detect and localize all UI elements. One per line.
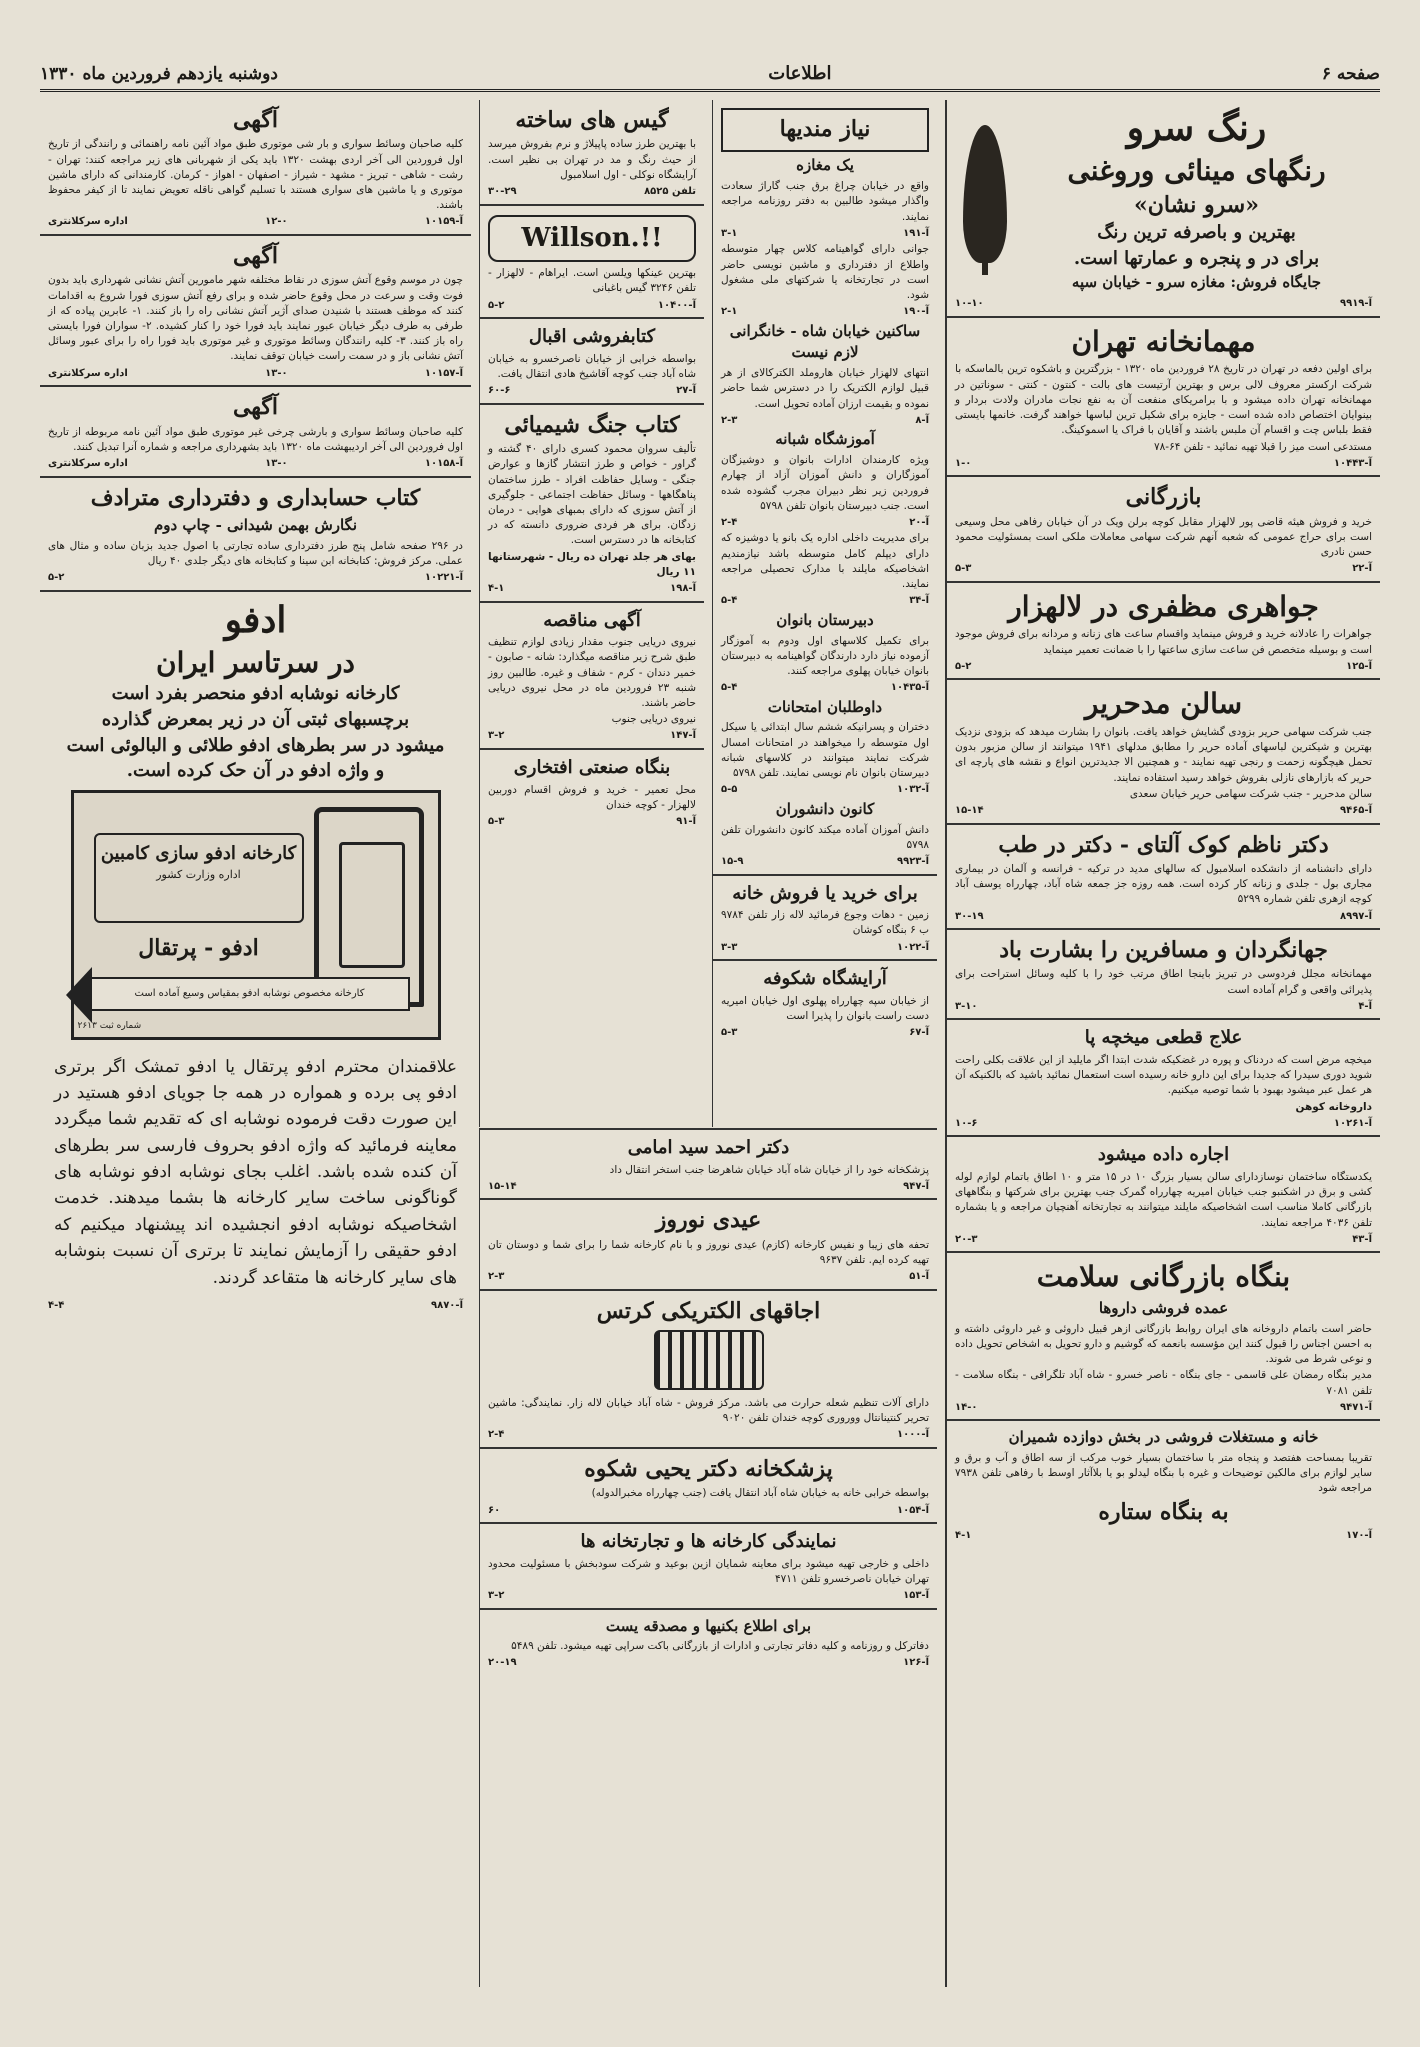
ad-body: داخلی و خارجی تهیه میشود برای معاینه شمایان ازین بوعید و شرکت سودبخش با مسئولیت محدود تهران خیابان ناصرخسرو تلفن ۴۷۱۱	[488, 1557, 929, 1585]
registration-number: شماره ثبت ۲۶۱۳	[77, 1020, 142, 1031]
classified-item: کانون دانشوران دانش آموزان آماده میکند کانون دانشوران تلفن ۵۷۹۸ آ-۹۹۲۳ ۱۵-۹	[721, 799, 929, 868]
ad-body: یکدستگاه ساختمان نوسازدارای سالن بسیار بزرگ ۱۰ در ۱۵ متر و ۱۰ اطاق باتمام لوازم لوله کشی و برق در اشکنبو جنب خیابان امیریه چهارراه گمرک جنب بهترین برای شرکتها و بنگاههای بازرگانی کاملا مناسب است اشخاصیکه مایلند میتوانند به تجارتخانه آهنچیان مراجعه و یا بشماره تلفن ۴۰۳۶ مراجعه نمایند.	[955, 1170, 1372, 1229]
ad-mozaffari-jewelry	[947, 583, 1380, 681]
ad-body: تحفه های زیبا و نفیس کارخانه (کازم) عیدی نوروز و با نام کارخانه شما را برای شما و دوستان تان تهیه کرده ایم. تلفن ۹۶۳۷	[488, 1238, 929, 1266]
ad-line: بهترین و باصرفه ترین رنگ	[1097, 222, 1296, 244]
ad-title: بازرگانی	[1125, 484, 1202, 511]
ad-body: دارای دانشنامه از دانشکده اسلامبول که سالهای مدید در ترکیه - فرانسه و آلمان در بیماری مجاری بول - جلدی و زنانه کار کرده است. همه روزه جز جمعه شاه آباد، چهارراه یوسف آباد کوچه ازهری تلفن شماره ۵۲۹۹	[955, 862, 1372, 906]
ad-title: آرایشگاه شکوفه	[763, 968, 887, 990]
ad-code: ۵-۳	[955, 563, 972, 575]
classifieds-title: نیاز مندیها	[779, 116, 871, 142]
ad-title: بنگاه صنعتی افتخاری	[513, 756, 671, 778]
ad-body: چون در موسم وقوع آتش سوزی در نقاط مختلفه شهر مامورین آتش نشانی شهرداری باید بدون فوت وقت و سرعت در محل وقوع حاضر شده و برای رفع آتش سوزی فورا شروع به اقدامات کنند که موظف هستند با شنیدن صدای آژیر آتش نشانی راه را باز کنند. ۱- عابرین پیاده که از طرفی به طرف دیگر خیابان عبور نمایند باید فورا خود را کنار کشیده. ۲- سواران فورا بایستی راه باز کنند. ۳- کلیه رانندگان وسائط موتوری و غیر موتوری باید فورا راه را برای عبور وسائل آتش نشانی باز و در سمت راست خیابان توقف نمایند.	[48, 274, 464, 363]
ad-footer: سالن مدحریر - جنب شرکت سهامی حریر خیابان سعدی	[1129, 787, 1372, 800]
ad-subtitle: نگارش بهمن شیدانی - چاپ دوم	[153, 515, 358, 534]
ad-ref: آ-۱۲۵	[1346, 660, 1372, 672]
ad-body: زمین - دهات وجوع فرمائید لاله زار تلفن ۹۷۸۴ ب ۶ بنگاه کوشان	[721, 909, 929, 937]
ad-mod-harir-salon	[947, 680, 1380, 824]
ad-notice-carts: آگهی کلیه صاحبان وسائط سواری و بارشی چرخی غیر موتوری طبق مواد آئین نامه مربوطه از تاریخ اول فروردین الی آخر اردیبهشت ماه ۱۳۲۰ باید بشهرداری مراجعه و شماره آنرا تبدیل کنند. آ-۱۰۱۵۸ ۱۳-۰ اداره سرکلانتری	[40, 387, 471, 477]
ad-title: ادفو	[224, 598, 287, 641]
ad-title: کتاب حسابداری و دفترداری مترادف	[90, 484, 421, 511]
ad-code: ۴-۱	[955, 1530, 972, 1542]
ad-ref: آ-۱۰۴۴۳	[1333, 457, 1372, 469]
ad-title: آگهی	[232, 107, 279, 133]
ad-wigs: گیس های ساخته با بهترین طرز ساده پاپیلاژ و نرم بفروش میرسد از حیث رنگ و مد در تهران بی نظیر است. آرایشگاه نوکلی - اول اسلامبول تلفن ۸۵۲۵ ۳۰-۲۹	[480, 100, 704, 206]
ad-subtitle: در سرتاسر ایران	[156, 645, 355, 679]
ad-accounting-book: کتاب حسابداری و دفترداری مترادف نگارش بهمن شیدانی - چاپ دوم در ۲۹۶ صفحه شامل پنج طرز دفترداری ساده تجارتی با اصول جدید بزبان ساده و مثال های عملی. مرکز فروش: کتابخانه ابن سینا و کتابخانه های دیگر جلدی ۴۰ ریال آ-۱۰۲۲۱ ۵-۲	[40, 478, 471, 592]
ad-body: کلیه صاحبان وسائط سواری و بارشی چرخی غیر موتوری طبق مواد آئین نامه مربوطه از تاریخ اول فروردین الی آخر اردیبهشت ماه ۱۳۲۰ باید بشهرداری مراجعه و شماره آنرا تبدیل کنند.	[48, 425, 463, 453]
ad-code: ۱۴-۰	[955, 1401, 978, 1413]
ad-body: تألیف سروان محمود کسری دارای ۴۰ گشته و گراور - خواص و طرز انتشار گازها و عوارض جنگی - وسایل حفاظت افراد - طرز ساختمان پناهگاهها - وسائل حفاظت اجتماعی - جلوگیری از آتش سوزی که دارای بمبهای هوایی - درمان زدگان. برای هر فردی ضروری دانسته که در کتابخانه ها در دسترس است.	[488, 443, 696, 547]
ad-subtitle: عمده فروشی داروها	[1098, 1298, 1229, 1317]
ad-for-rent	[947, 1137, 1380, 1253]
ad-tender: آگهی مناقصه نیروی دریایی جنوب مقدار زیادی لوازم تنظیف طبق شرح زیر مناقصه میگذارد: شانه - صابون - خمیر دندان - کرم - شفاف و غیره. طالبین روز شنبه ۲۳ فروردین ماه در محل نیروی دریایی حاضر باشند. نیروی دریایی جنوب آ-۱۴۷ ۳-۲	[480, 603, 704, 750]
ad-line: کارخانه نوشابه ادفو منحصر بفرد است	[111, 683, 400, 705]
ad-code: ۱۰-۱۰	[955, 298, 984, 310]
ad-title: آگهی	[232, 242, 279, 269]
ad-body: مهمانخانه مجلل فردوسی در تبریز باینجا اطاق مرتب خود را با کلیه وسائل استراحت برای پذیرائی واقعی و گرام آماده است	[955, 968, 1372, 996]
ad-agencies: نمایندگی کارخانه ها و تجارتخانه ها داخلی و خارجی تهیه میشود برای معاینه شمایان ازین بوعید و شرکت سودبخش با مسئولیت محدود تهران خیابان ناصرخسرو تلفن ۴۷۱۱ آ-۱۵۳ ۳-۲	[480, 1524, 937, 1610]
ad-code: ۳-۱۰	[955, 1000, 978, 1012]
ad-ref: آ-۱۷۰	[1346, 1530, 1372, 1542]
ad-notice-vehicles: آگهی کلیه صاحبان وسائط سواری و بار شی موتوری طبق مواد آئین نامه راهنمائی و رانندگی از تاریخ اول فروردین الی آخر اردی بهشت ۱۳۲۰ باید یکی از شهربانی های زیر مراجعه کنند: تهران - رشت - شاهی - تبریز - مشهد - شیراز - اصفهان - اهواز - کرمان. کارمندانی که دارای ماشین موتوری و یا ماشین های سواری هستند با تسلیم گواهی ناقله تعویض نمایند تا از کیفر محفوظ باشند. آ-۱۰۱۵۹ ۱۲-۰ اداره سرکلانتری	[40, 100, 471, 236]
stove-illustration	[654, 1330, 764, 1390]
ad-ledgers: برای اطلاع بکنیها و مصدقه یست دفاترکل و روزنامه و کلیه دفاتر تجارتی و ادارات از بازرگانی باکت سراپی تهیه میشود. تلفن ۵۴۸۹ آ-۱۲۶ ۲۰-۱۹	[488, 1616, 929, 1668]
ad-salamat-trading	[947, 1253, 1380, 1421]
ad-body: با بهترین طرز ساده پاپیلاژ و نرم بفروش میرسد از حیث رنگ و مد در تهران بی نظیر است. آرایشگاه نوکلی - اول اسلامبول	[488, 138, 696, 181]
ad-body: تقریبا بمساحت هفتصد و پنجاه متر با ساختمان بسیار خوب مرکب از سه اطاق و آب و برق و سایر لوازم برای مالکین توضیحات و غیره با بنگاه لیدلو بو یا بلاآثار اوسط با رفاهی تلفن ۷۹۳۸ مراجعه شود	[955, 1452, 1372, 1495]
ad-footer: داروخانه کوهن	[1295, 1100, 1372, 1113]
ad-line: میشود در سر بطرهای ادفو طلائی و البالوئی است	[66, 734, 445, 756]
ad-title: برای خرید یا فروش خانه	[732, 882, 918, 904]
ad-body: خرید و فروش هیئه قاضی پور لالهزار مقابل کوچه برلن ویک در آن خیابان رفاهی محل وسیعی است برای حراج عمومی که شعبه آنهم شرکت سهامی معاملات ملکی است بمسئولیت محمود حسن نادری	[955, 515, 1372, 559]
ad-title: پزشکخانه دکتر یحیی شکوه	[584, 1455, 833, 1482]
ad-title: خانه و مستغلات فروشی در بخش دوازده شمیران	[1008, 1428, 1319, 1447]
column-4	[40, 100, 471, 1987]
ad-body: محل تعمیر - خرید و فروش اقسام دوربین لالهزار - کوچه خندان	[488, 783, 696, 811]
ad-shokoufeh-salon: آرایشگاه شکوفه از خیابان سپه چهارراه پهلوی اول خیابان امیریه دست راست بانوان را پذیرا است آ-۶۷ ۵-۳	[721, 968, 929, 1039]
ad-footer: بهای هر جلد تهران ده ریال - شهرستانها ۱۱ ریال	[488, 550, 696, 578]
edfo-factory-illustration	[71, 790, 441, 1040]
classifieds	[713, 100, 937, 876]
ad-title: رنگ سرو	[1126, 107, 1267, 149]
ad-body: حاضر است باتمام داروخانه های ایران روابط بازرگانی ازهر قبیل داروئی و غیر داروئی داشته و به احسن اجناس را قبول کنند این مؤسسه بانعمه که گوشیم و دارو تحویل به اشخاص تحویل داده و نوعی شرط می شوند.	[955, 1322, 1372, 1366]
classified-item: دبیرستان بانوان برای تکمیل کلاسهای اول ودوم به آموزگار آزموده نیاز دارد دارندگان گواهینامه به دبیرستان بانوان خیابان پهلوی مراجعه کنند. آ-۱۰۴۳۵ ۵-۴	[721, 610, 929, 694]
ad-line: و واژه ادفو در آن حک کرده است.	[126, 760, 385, 782]
ad-ref: آ-۲۲	[1352, 563, 1372, 575]
ad-code: ۲۰-۳	[955, 1233, 978, 1245]
classified-item: داوطلبان امتحانات دختران و پسرانیکه ششم سال ابتدائی یا سیکل اول متوسطه را میخواهند در امتحانات امسال شرکت نمایند میتوانند در کلاسهای شبانه دبیرستان بانوان نام نویسی نمایند. تلفن ۵۷۹۸ آ-۱۰۳۲ ۵-۵	[721, 697, 929, 796]
ad-title: علاج قطعی میخچه پا	[1084, 1027, 1243, 1049]
ad-subtitle: رنگهای مینائی وروغنی	[1067, 154, 1326, 188]
ad-title: جواهری مظفری در لالهزار	[1008, 589, 1319, 623]
classified-item: برای مدیریت داخلی اداره یک بانو یا دوشیزه که دارای دیپلم کامل متوسطه باشد نیازمندیم اشخاصیکه مایلند با مدارک تحصیلی مراجعه نمایند. آ-۳۴ ۵-۴	[721, 532, 929, 607]
column-2	[712, 100, 937, 1127]
ad-body: میخچه مرض است که دردناک و پوره در غضکیکه شدت ابتدا اگر مایلید از این علاقت بکلی راحت شوید دوری سیدرا که جدیدا برای این دارو خانه رسیده است استعمال نمائید باشید که بالکنیکه آن هر عمل عبر میشود بهبود با شما توصیه میکنیم.	[955, 1054, 1372, 1097]
ad-body: از خیابان سپه چهارراه پهلوی اول خیابان امیریه دست راست بانوان را پذیرا است	[721, 994, 929, 1022]
ad-body: جواهرات را عادلانه خرید و فروش مینماید واقسام ساعت های زنانه و مردانه برای فروش موجود است و بوسیله متخصص فن ساعت سازی ساعتها را با ضمانت تعمیر مینماید	[955, 628, 1372, 656]
ad-ref: آ-۸۹۹۷	[1340, 910, 1372, 922]
column-3	[479, 100, 704, 1127]
ad-title: دکتر ناظم کوک آلتای - دکتر در طب	[998, 831, 1329, 858]
ad-code: ۳۰-۱۹	[955, 910, 984, 922]
ad-title: آگهی مناقصه	[543, 609, 641, 631]
classified-item: یک مغازه واقع در خیابان چراغ برق جنب گاراژ سعادت واگذار میشود طالبین به دفتر روزنامه مراجعه نمایند. آ-۱۹۱ ۳-۱	[721, 156, 929, 239]
classified-item: آموزشگاه شبانه ویژه کارمندان ادارات بانوان و دوشیزگان آموزگاران و دانش آموزان آزاد از چهارم فروردین زیر نظر دبیران مجرب گشوده شده است. جنب دبیرستان بانوان تلفن ۵۷۹۸ آ-۲۰ ۲-۴	[721, 430, 929, 528]
ad-code: ۵-۲	[955, 660, 972, 672]
ad-body: بواسطه خرابی خانه به خیابان شاه آباد انتقال یافت (جنب چهارراه مخبرالدوله)	[591, 1487, 929, 1500]
ad-title: جهانگردان و مسافرین را بشارت باد	[999, 937, 1328, 964]
ad-title: اجاره داده میشود	[1097, 1144, 1230, 1166]
willson-brand: Willson.!!	[521, 222, 663, 253]
classified-item: ساکنین خیابان شاه - خانگرانی لازم نیست انتهای لالهزار خیابان هاروملد الکترکالای از هر قبیل لوازم الکتریک را در دسترس شما حاضر نموده و بقیمت ارزان آماده تحویل است. آ-۸ ۲-۳	[721, 321, 929, 426]
ad-title: کتاب جنگ شیمیائی	[504, 411, 680, 438]
ad-edfo-drink: ادفو در سرتاسر ایران کارخانه نوشابه ادفو منحصر بفرد است برچسبهای ثبتی آن در زیر بمعرض گذارده میشود در سر بطرهای ادفو طلائی و البالوئی است و واژه ادفو در آن حک کرده است. کارخانه ادفو سازی کامبین اداره وزارت کشور ادفو - پرتقال کارخانه مخصوص نوشابه ادفو بمقیاس وسیع آماده است شماره ثبت ۲۶۱۳ علاقمندان محترم ادفو پرتقال یا ادفو تمشک اگر برتری ادفو پی برده و همواره در همه جا جویای ادفو هستید در این صورت دقت فرموده نوشابه ای که تقدیم شما میگردد معاینه فرمائید که واژه ادفو بحروف فارسی سر بطرهای آن کنده شده باشد. اغلب بجای نوشابه ادفو نوشابه های گوناگونی ساخت سایر کارخانه ها بشما میدهند. خدمت اشخاصیکه نوشابه ادفو انجشیده اند پیشنهاد میکنیم که ادفو حقیقی را آزمایش نمایند تا برتری آن نسبت بنوشابه های سایر کارخانه ها متقاعد گردند. آ-۹۸۷۰ ۴-۴	[48, 598, 463, 1311]
ad-dr-shokouh: پزشکخانه دکتر یحیی شکوه بواسطه خرابی خانه به خیابان شاه آباد انتقال یافت (جنب چهارراه مخبرالدوله) آ-۱۰۵۴ ۶۰	[480, 1449, 937, 1524]
ad-line: برچسبهای ثبتی آن در زیر بمعرض گذارده	[101, 708, 410, 730]
ad-subtitle: به بنگاه ستاره	[1098, 1498, 1229, 1525]
ad-title: آگهی	[232, 394, 279, 421]
ad-body: کلیه صاحبان وسائط سواری و بار شی موتوری طبق مواد آئین نامه راهنمائی و رانندگی از تاریخ اول فروردین الی آخر اردی بهشت ۱۳۲۰ باید یکی از شهربانی های زیر مراجعه کنند: تهران - رشت - شاهی - تبریز - مشهد - شیراز - اصفهان - اهواز - کرمان. کارمندانی که دارای ماشین موتوری و یا ماشین های سواری هستند با تسلیم گواهی ناقله تعویض نمایند تا از کیفر محفوظ باشند.	[48, 138, 463, 212]
ad-title: عیدی نوروز	[655, 1207, 762, 1234]
newspaper-name: اطلاعات	[768, 63, 832, 84]
issue-date: دوشنبه یازدهم فروردین ماه ۱۳۳۰	[40, 63, 278, 84]
ad-code: ۱۵-۱۴	[955, 805, 984, 817]
ad-electric-stoves: اجاقهای الکتریکی کرتس دارای آلات تنظیم شعله حرارت می باشد. مرکز فروش - شاه آباد خیابان لاله زار. نمایندگی: ماشین تحریر کنتینانتال ووروری کوچه خندان تلفن ۹۰۲۰ آ-۱۰۰۰ ۲-۴	[480, 1291, 937, 1449]
column-1	[945, 100, 1380, 1987]
ad-body: دفاترکل و روزنامه و کلیه دفاتر تجارتی و ادارات از بازرگانی باکت سراپی تهیه میشود. تلفن ۵۴۸۹	[511, 1639, 929, 1652]
page-number: صفحه ۶	[1321, 63, 1380, 84]
ad-ref: آ-۹۹۱۹	[1340, 298, 1372, 310]
ad-body: بواسطه خرابی از خیابان ناصرخسرو به خیابان شاه آباد جنب کوچه آقاشیخ هادی انتقال یافت.	[488, 352, 696, 380]
edfo-body-text: علاقمندان محترم ادفو پرتقال یا ادفو تمشک اگر برتری ادفو پی برده و همواره در همه جا جویای ادفو هستید در این صورت دقت فرموده نوشابه ای که تقدیم شما میگردد معاینه فرمائید که واژه ادفو بحروف فارسی سر بطرهای آن کنده شده باشد. اغلب بجای نوشابه ادفو نوشابه های گوناگونی ساخت سایر کارخانه ها بشما میدهند. خدمت اشخاصیکه نوشابه ادفو انجشیده اند پیشنهاد میکنیم که ادفو حقیقی را آزمایش نمایند تا برتری آن نسبت بنوشابه های سایر کارخانه ها متقاعد گردند.	[54, 1056, 457, 1288]
ad-brand: «سرو نشان»	[1134, 191, 1259, 218]
ad-body: بهترین عینکها ویلسن است. ایراهام - لالهزار - تلفن ۳۲۴۶ گیس باغبانی	[488, 267, 696, 295]
page-header	[40, 58, 1380, 92]
ad-footer: نیروی دریایی جنوب	[611, 713, 696, 726]
ad-title: مهمانخانه تهران	[1071, 324, 1256, 358]
ad-house-sale	[947, 1421, 1380, 1547]
classified-item: جوانی دارای گواهینامه کلاس چهار متوسطه واطلاع از دفترداری و ماشین نویسی حاضر است در تجارتخانه یا شرکتهای ملی مشغول شود. آ-۱۹۰ ۲-۱	[721, 243, 929, 318]
ad-body: نیروی دریایی جنوب مقدار زیادی لوازم تنظیف طبق شرح زیر مناقصه میگذارد: شانه - صابون - خمیر دندان - کرم - شفاف و غیره. طالبین روز شنبه ۲۳ فروردین ماه در محل نیروی دریایی حاضر باشند.	[488, 636, 696, 710]
ad-title: بنگاه بازرگانی سلامت	[1036, 1260, 1291, 1294]
ad-title: سالن مدحریر	[1084, 687, 1243, 721]
ad-ferdowsi-hotel	[947, 930, 1380, 1020]
ad-footer: مدیر بنگاه رمضان علی قاسمی - جای بنگاه - ناصر خسرو - شاه آباد تلگرافی - بنگاه سلامت - تلفن ۷۰۸۱	[955, 1369, 1372, 1397]
ad-title: اجاقهای الکتریکی کرتس	[596, 1297, 821, 1324]
ad-ref: آ-۴۳	[1352, 1233, 1372, 1245]
factory-banner: کارخانه ادفو سازی کامبین اداره وزارت کشور	[94, 833, 304, 923]
ad-chemical-war-book: کتاب جنگ شیمیائی تألیف سروان محمود کسری دارای ۴۰ گشته و گراور - خواص و طرز انتشار گازها و عوارض جنگی - وسایل حفاظت افراد - طرز ساختمان پناهگاهها - وسائل حفاظت اجتماعی - جلوگیری از آتش سوزی که دارای بمبهای هوایی - درمان زدگان. برای هر فردی ضروری دانسته که در کتابخانه ها در دسترس است. بهای هر جلد تهران ده ریال - شهرستانها ۱۱ ریال آ-۱۹۸ ۴-۱	[480, 405, 704, 603]
ad-corn-cure	[947, 1020, 1380, 1137]
ad-title: نمایندگی کارخانه ها و تجارتخانه ها	[580, 1531, 837, 1553]
cypress-tree-illustration	[955, 125, 1015, 275]
ad-title: دکتر احمد سید امامی	[627, 1137, 790, 1158]
ad-ref: آ-۱۰۲۶۱	[1333, 1117, 1372, 1129]
ad-body: پزشکخانه خود را از خیابان شاه آباد خیابان شاهرضا جنب استخر انتقال داد	[609, 1163, 929, 1176]
column-2-3-wide	[479, 1128, 937, 1987]
ad-title: کتابفروشی اقبال	[528, 326, 656, 348]
product-name: ادفو - پرتقال	[138, 934, 259, 961]
ad-line: جایگاه فروش: مغازه سرو - خیابان سپه	[1071, 273, 1322, 292]
ad-eftekhari-workshop: بنگاه صنعتی افتخاری محل تعمیر - خرید و فروش اقسام دوربین لالهزار - کوچه خندان آ-۹۱ ۵-۳	[488, 756, 696, 827]
ad-tehran-hotel	[947, 318, 1380, 477]
arrow-caption: کارخانه مخصوص نوشابه ادفو بمقیاس وسیع آماده است	[90, 977, 410, 1011]
ad-body: در ۲۹۶ صفحه شامل پنج طرز دفترداری ساده تجارتی با اصول جدید بزبان ساده و مثال های عملی. مرکز فروش: کتابخانه ابن سینا و کتابخانه های دیگر جلدی ۴۰ ریال	[48, 539, 463, 567]
ad-footer: مستدعی است میز را قبلا تهیه نمائید - تلفن ۶۴-۷۸	[1154, 440, 1372, 453]
ad-body: جنب شرکت سهامی حریر بزودی گشایش خواهد یافت. بانوان را بشارت میدهد که بزودی نزدیک بهترین و شیکترین لباسهای آماده حریر را مطابق مدلهای ۱۹۴۱ میتوانند از سالن مزبور بدون تحمل هیچگونه زحمت و رنجی تهیه نمایند - و همچنین الا جدیدترین انواع و نقشه های پارچه ای حریر که بازارهای نازلی بفروش خواهد رسید استفاده نمایند.	[955, 725, 1372, 784]
ad-title: گیس های ساخته	[515, 107, 669, 133]
ad-code: ۱-۰	[955, 457, 972, 469]
ad-dr-emami: دکتر احمد سید امامی پزشکخانه خود را از خیابان شاه آباد خیابان شاهرضا جنب استخر انتقال داد آ-۹۴۷ ۱۵-۱۴	[480, 1130, 937, 1200]
ad-ref: آ-۹۴۷۱	[1340, 1401, 1372, 1413]
ad-nowruz-gift: عیدی نوروز تحفه های زیبا و نفیس کارخانه (کازم) عیدی نوروز و با نام کارخانه شما را برای شما و دوستان تان تهیه کرده ایم. تلفن ۹۶۳۷ آ-۵۱ ۲-۳	[480, 1200, 937, 1290]
ad-notice-fire: آگهی چون در موسم وقوع آتش سوزی در نقاط مختلفه شهر مامورین آتش نشانی شهرداری باید بدون فوت وقت و سرعت در محل وقوع حاضر شده و برای رفع آتش سوزی فورا شروع به اقدامات کنند که موظف هستند با شنیدن صدای آژیر آتش نشانی راه را باز کنند. ۱- عابرین پیاده که از طرفی به طرف دیگر خیابان عبور نمایند باید فورا خود را کنار کشیده. ۲- سواران فورا بایستی راه باز کنند. ۳- کلیه رانندگان وسائط موتوری و غیر موتوری باید فورا راه را برای عبور وسائل آتش نشانی باز و در سمت راست خیابان توقف نمایند. آ-۱۰۱۵۷ ۱۳-۰ اداره سرکلانتری	[40, 236, 471, 387]
ad-sarv-paint	[947, 100, 1380, 318]
ad-commerce	[947, 477, 1380, 583]
ad-body: دارای آلات تنظیم شعله حرارت می باشد. مرکز فروش - شاه آباد خیابان لاله زار. نمایندگی: ماشین تحریر کنتینانتال ووروری کوچه خندان تلفن ۹۰۲۰	[488, 1397, 929, 1425]
ad-title: برای اطلاع بکنیها و مصدقه یست	[605, 1616, 812, 1635]
ad-house-buy-sell: برای خرید یا فروش خانه زمین - دهات وجوع فرمائید لاله زار تلفن ۹۷۸۴ ب ۶ بنگاه کوشان آ-۱۰۲۲ ۳-۳	[713, 876, 937, 962]
ad-ref: آ-۴	[1358, 1000, 1372, 1012]
ad-body: برای اولین دفعه در تهران در تاریخ ۲۸ فروردین ماه ۱۳۲۰ - بزرگترین و باشکوه ترین بالماسکه با شرکت ارکستر معروف لالی برس و بهترین آرتیست های بالت - کنتون - کنتی - سوناتین در مهمانخانه تهران داده میشود و با برامریکای منفعت آن به نفع نجات مادران ولادت بردار و بینوایان اختصاص داده شده است - جایزه برای شکیل ترین لباسها خواهند گرفت. خانمها بایستی فقط بلباس چت و اقسام آن ملبس باشند و آقایان با فراک یا اسموکینگ.	[955, 363, 1372, 437]
ad-eqbal-bookstore: کتابفروشی اقبال بواسطه خرابی از خیابان ناصرخسرو به خیابان شاه آباد جنب کوچه آقاشیخ هادی انتقال یافت. آ-۲۷ ۶۰-۶	[480, 319, 704, 405]
ad-ref: آ-۹۴۶۵	[1340, 805, 1372, 817]
ad-code: ۱۰-۶	[955, 1117, 978, 1129]
ad-doctor-altay	[947, 825, 1380, 931]
ad-willson-glasses: Willson.!! بهترین عینکها ویلسن است. ایراهام - لالهزار - تلفن ۳۲۴۶ گیس باغبانی آ-۱۰۴۰۰ ۵-۲	[480, 206, 704, 320]
ad-line: برای در و پنجره و عمارتها است.	[1073, 247, 1320, 269]
